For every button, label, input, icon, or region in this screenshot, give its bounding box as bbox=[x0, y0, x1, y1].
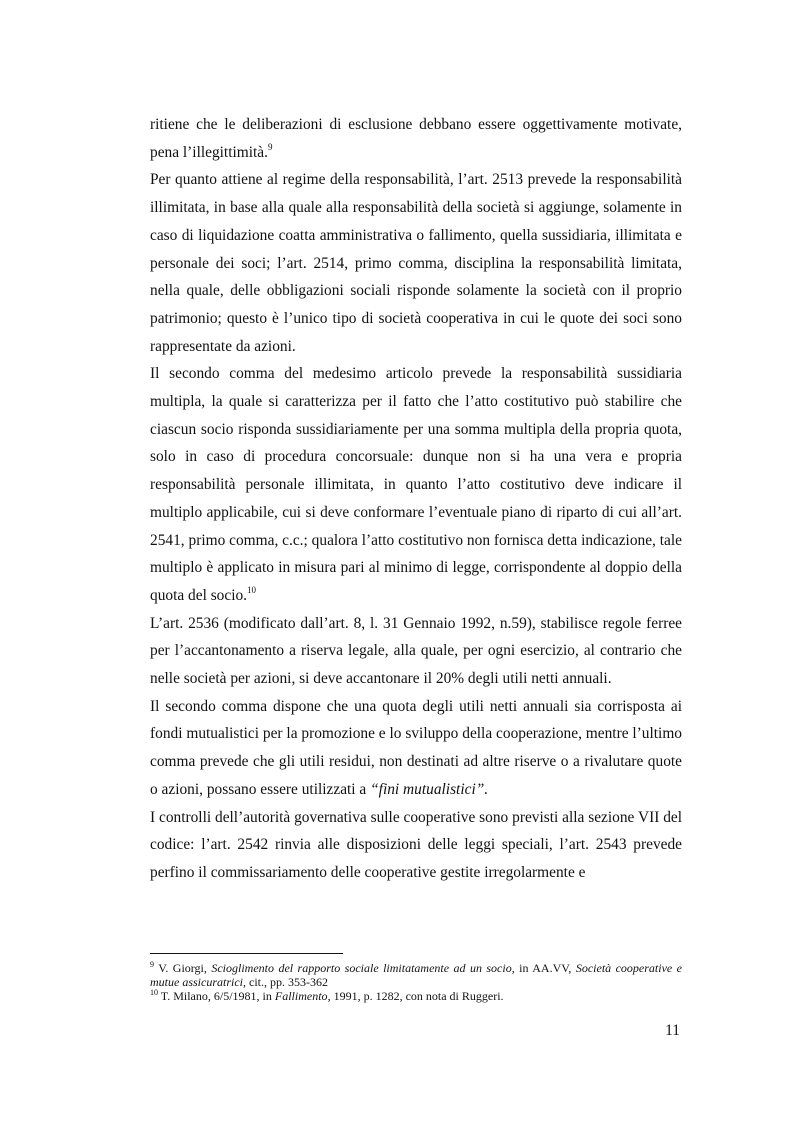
italic-text: Fallimento bbox=[274, 989, 328, 1003]
text-run: , cit., pp. 353-362 bbox=[243, 975, 328, 989]
text-run: Il secondo comma dispone che una quota degli utili netti annuali sia corrisposta ai fondi mutualistici per la promozione e lo sviluppo della cooperazione, mentre l’ultimo comma prevede che gli utili residui, non destinati ad altre riserve o a rivalutare quote o azioni, possano essere utilizzati a bbox=[150, 697, 682, 798]
text-run: Per quanto attiene al regime della responsabilità, l’art. 2513 prevede la responsabilità illimitata, in base alla quale alla responsabilità della società si aggiunge, solamente in caso di liquidazione coatta amministrativa o fallimento, quella sussidiaria, illimitata e personale dei soci; l’art. 2514, primo comma, disciplina la responsabilità limitata, nella quale, delle obbligazioni sociali risponde solamente la società con il proprio patrimonio; questo è l’unico tipo di società cooperativa in cui le quote dei soci sono rappresentate da azioni. bbox=[150, 171, 682, 355]
text-run: Il secondo comma del medesimo articolo prevede la responsabilità sussidiaria multipla, la quale si caratterizza per il fatto che l’atto costitutivo può stabilire che ciascun socio risponda sussidiariamente per una somma multipla della propria quota, solo in caso di procedura concorsuale: dunque non si ha una vera e propria responsabilità personale illimitata, in quanto l’atto costitutivo deve indicare il multiplo applicabile, cui si deve conformare l’eventuale piano di riparto di cui all’art. 2541, primo comma, c.c.; qualora l’atto costitutivo non fornisca detta indicazione, tale multiplo è applicato in misura pari al minimo di legge, corrispondente al doppio della quota del socio. bbox=[150, 365, 682, 604]
paragraph bbox=[150, 111, 682, 166]
page-number: 11 bbox=[665, 1022, 680, 1039]
footnote bbox=[150, 989, 682, 1003]
footnote bbox=[150, 961, 682, 989]
footnote-ref: 9 bbox=[150, 960, 154, 969]
italic-text: Scioglimento del rapporto sociale limitatamente ad un socio bbox=[211, 961, 512, 975]
text-run: T. Milano, 6/5/1981, in bbox=[158, 989, 275, 1003]
text-run: V. Giorgi, bbox=[154, 961, 212, 975]
paragraph bbox=[150, 166, 682, 360]
paragraph bbox=[150, 804, 682, 887]
footnote-ref: 9 bbox=[267, 141, 273, 152]
text-run: I controlli dell’autorità governativa sulle cooperative sono previsti alla sezione VII del codice: l’art. 2542 rinvia alle disposizioni delle leggi speciali, l’art. 2543 prevede perfino il commissariamento delle cooperative gestite irregolarmente e bbox=[150, 808, 682, 881]
text-run: L’art. 2536 (modificato dall’art. 8, l. 31 Gennaio 1992, n.59), stabilisce regole ferree per l’accantonamento a riserva legale, alla quale, per ogni esercizio, al contrario che nelle società per azioni, si deve accantonare il 20% degli utili netti annuali. bbox=[150, 614, 682, 688]
italic-text: Società cooperative e mutue assicuratrici bbox=[150, 961, 682, 989]
text-run: , 1991, p. 1282, con nota di Ruggeri. bbox=[327, 989, 504, 1003]
paragraph bbox=[150, 610, 682, 693]
paragraph bbox=[150, 360, 682, 609]
paragraph bbox=[150, 693, 682, 804]
footnote-ref: 10 bbox=[150, 988, 158, 997]
text-run: ritiene che le deliberazioni di esclusione debbano essere oggettivamente motivate, pena l’illegittimità. bbox=[150, 116, 682, 161]
footnote-separator bbox=[150, 953, 343, 954]
footnote-ref: 10 bbox=[247, 584, 257, 595]
italic-text: “fini mutualistici”. bbox=[370, 780, 489, 798]
text-run: , in AA.VV, bbox=[511, 961, 576, 975]
body-text bbox=[150, 111, 682, 887]
footnotes bbox=[150, 961, 682, 1003]
